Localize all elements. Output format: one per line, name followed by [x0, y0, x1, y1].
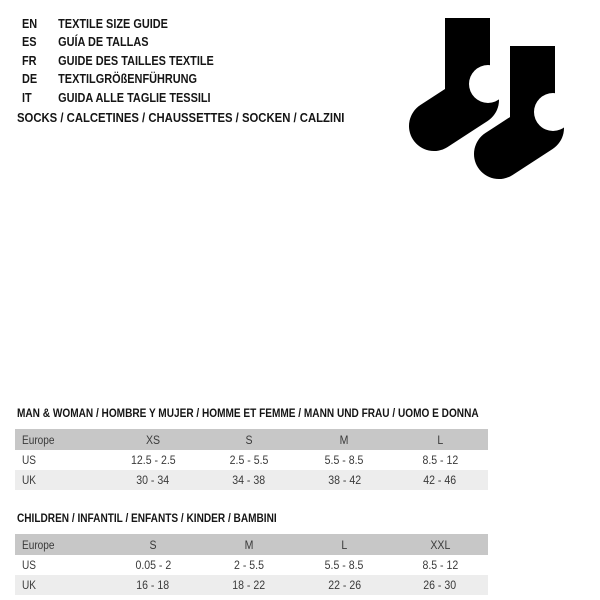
size-value: 42 - 46 [423, 473, 457, 487]
product-heading: SOCKS / CALCETINES / CHAUSSETTES / SOCKEN / CALZINI [17, 110, 345, 125]
socks-icon [405, 10, 575, 190]
size-value: 38 - 42 [327, 473, 361, 487]
column-header-region: Europe [22, 537, 55, 552]
children-table-title: CHILDREN / INFANTIL / ENFANTS / KINDER / BAMBINI [17, 511, 277, 525]
size-value: 16 - 18 [136, 578, 170, 592]
column-header-size: L [437, 432, 444, 447]
language-code: EN [22, 15, 38, 31]
children-header-row [15, 534, 488, 555]
language-code: DE [22, 71, 38, 87]
language-legend [22, 14, 250, 107]
size-value: 22 - 26 [327, 578, 361, 592]
language-row-en [22, 14, 250, 33]
language-code: ES [22, 34, 37, 50]
size-value: 12.5 - 2.5 [130, 453, 176, 467]
region-label: US [22, 453, 37, 467]
size-value: 2 - 5.5 [233, 558, 264, 572]
language-label: GUIDA ALLE TAGLIE TESSILI [58, 89, 211, 105]
size-value: 0.05 - 2 [134, 558, 171, 572]
sock-back [434, 18, 507, 126]
language-label: GUIDE DES TAILLES TEXTILE [58, 52, 214, 68]
language-label: GUÍA DE TALLAS [58, 34, 149, 50]
column-header-region: Europe [22, 432, 55, 447]
size-value: 2.5 - 5.5 [229, 453, 268, 467]
language-code: IT [22, 89, 32, 105]
table-row-us [15, 450, 488, 470]
region-label: UK [22, 473, 37, 487]
language-row-fr [22, 51, 250, 70]
column-header-size: S [245, 432, 253, 447]
language-row-de [22, 70, 250, 89]
column-header-size: M [339, 432, 349, 447]
language-label: TEXTILE SIZE GUIDE [58, 15, 168, 31]
language-label: TEXTILGRÖßENFÜHRUNG [58, 71, 198, 87]
size-value: 8.5 - 12 [422, 453, 459, 467]
column-header-size: S [149, 537, 157, 552]
size-value: 5.5 - 8.5 [325, 453, 364, 467]
column-header-size: XXL [430, 537, 451, 552]
table-row-uk [15, 575, 488, 595]
table-row-uk [15, 470, 488, 490]
region-label: US [22, 558, 37, 572]
size-value: 34 - 38 [232, 473, 266, 487]
column-header-size: L [341, 537, 348, 552]
language-row-es [22, 33, 250, 52]
size-value: 8.5 - 12 [422, 558, 459, 572]
adults-header-row [15, 429, 488, 450]
language-code: FR [22, 52, 37, 68]
region-label: UK [22, 578, 37, 592]
children-size-table [15, 511, 488, 595]
sock-front [499, 41, 572, 154]
size-value: 18 - 22 [232, 578, 266, 592]
size-value: 30 - 34 [136, 473, 170, 487]
size-value: 26 - 30 [423, 578, 457, 592]
adults-table-title: MAN & WOMAN / HOMBRE Y MUJER / HOMME ET FEMME / MANN UND FRAU / UOMO E DONNA [17, 406, 479, 420]
adults-size-table [15, 406, 488, 490]
column-header-size: XS [145, 432, 160, 447]
size-value: 5.5 - 8.5 [325, 558, 364, 572]
column-header-size: M [244, 537, 254, 552]
language-row-it [22, 88, 250, 107]
table-row-us [15, 555, 488, 575]
